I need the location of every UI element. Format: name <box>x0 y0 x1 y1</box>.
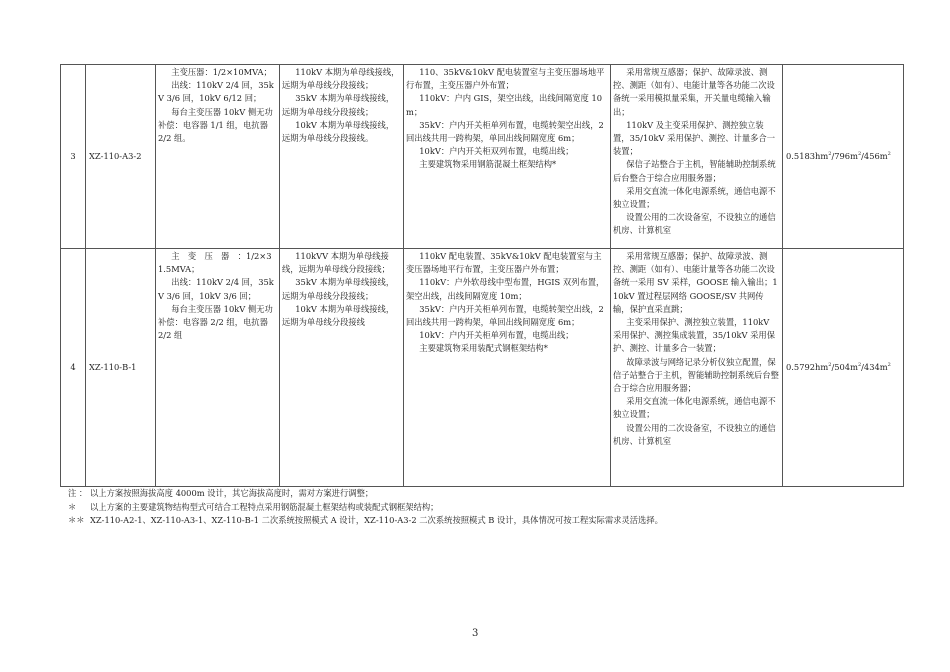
secondary-line: 110kV 及主变采用保护、测控独立装置，35/10kV 采用保护、测控、计量多合一装置； <box>613 119 776 157</box>
secondary-line: 设置公用的二次设备室，不设独立的通信机房、计算机室 <box>613 422 776 446</box>
note-mark: ＊＊ <box>68 515 85 525</box>
secondary-line: 故障录波与网络记录分析仪独立配置，保信子站整合于主机，智能辅助控制系统后台整合于综合应用服务器； <box>613 356 779 394</box>
secondary-line: 采用交直流一体化电源系统，通信电源不独立设置； <box>613 185 776 210</box>
scale-line: 主变压器：1/2×10MVA； <box>171 67 272 77</box>
secondary-line: 设置公用的二次设备室，不设独立的通信机房、计算机室 <box>613 212 776 236</box>
wiring-cell <box>280 249 404 487</box>
layout-line: 10kV：户内开关柜双列布置，电缆出线； <box>419 146 574 157</box>
layout-line: 110、35kV&10kV 配电装置室与主变压器场地平行布置，主变压器户外布置； <box>406 67 605 91</box>
layout-line: 主要建筑物采用钢筋混凝土框架结构* <box>419 159 557 170</box>
scheme-table <box>60 64 904 487</box>
secondary-line: 采用交直流一体化电源系统，通信电源不独立设置； <box>613 396 776 420</box>
wiring-line: 35kV 本期为单母线接线，远期为单母线分段接线； <box>282 93 395 117</box>
scale-line: 主 变 压 器 ：1/2×31.5MVA； <box>158 251 272 275</box>
area-total: 0.5792hm <box>786 361 829 372</box>
secondary-line: 采用常规互感器；保护、故障录波、测控、测距（如有）、电能计量等各功能二次设备统一采用 SV 采样，GOOSE 输入输出；110kV 置过程层网络 GOOSE/SV 共网传输，保护直采直跳； <box>613 251 778 314</box>
note-text: 以上方案按照海拔高度 4000m 设计，其它海拔高度时，需对方案进行调整； <box>90 488 374 498</box>
note-mark: 注 ： <box>68 488 88 498</box>
wiring-line: 110kV 本期为单母线接线，远期为单母线分段接线； <box>282 67 400 91</box>
wiring-line: 110kVV 本期为单母线接线，远期为单母线分段接线； <box>282 251 390 275</box>
area-building-a: /796m <box>831 150 858 161</box>
area-building-b: /456m <box>861 150 888 161</box>
area-cell: $0.5183hm^2/796m^2/456m^2$ <box>783 65 904 249</box>
row-number: 3 <box>61 65 86 249</box>
secondary-line: 主变采用保护、测控独立装置，110kV 采用保护、测控集成装置，35/10kV 采用保护、测控、计量多合一装置； <box>613 317 776 354</box>
layout-line: 35kV：户内开关柜单列布置，电缆转架空出线，2 回出线共用一跨构架，单回出线间隔宽度 6m； <box>406 119 604 144</box>
scale-line: 出线：110kV 2/4 回，35kV 3/6 回，10kV 3/6 回； <box>158 277 274 301</box>
secondary-line: 采用常规互感器；保护、故障录波、测控、测距（如有）、电能计量等各功能二次设备统一采用模拟量采集，开关量电缆输入输出； <box>613 67 775 117</box>
page-number: 3 <box>472 628 479 639</box>
scale-line: 出线：110kV 2/4 回，35kV 3/6 回，10kV 6/12 回； <box>158 80 274 104</box>
scale-line: 每台主变压器 10kV 侧无功补偿：电容器 1/1 组，电抗器 2/2 组。 <box>158 106 273 144</box>
area-building-a: /504m <box>831 361 858 372</box>
scale-cell <box>156 65 280 249</box>
layout-cell <box>404 65 611 249</box>
footnotes <box>68 487 908 528</box>
layout-line: 35kV：户内开关柜单列布置，电缆转架空出线，2 回出线共用一跨构架，单回出线间隔宽度 6m； <box>406 303 604 328</box>
note-text: XZ-110-A2-1、XZ-110-A3-1、XZ-110-B-1 二次系统按照模式 A 设计，XZ-110-A3-2 二次系统按照模式 B 设计，具体情况可按工程实际需求灵活选择。 <box>90 515 663 525</box>
note-double-asterisk <box>68 514 908 528</box>
layout-line: 10kV：户内开关柜单列布置，电缆出线； <box>419 330 574 341</box>
layout-line: 主要建筑物采用装配式钢框架结构* <box>419 343 548 354</box>
wiring-line: 35kV 本期为单母线接线，远期为单母线分段接线； <box>282 277 395 301</box>
layout-line: 110kV：户外软母线中型布置，HGIS 双列布置，架空出线，出线间隔宽度 10m； <box>406 277 605 301</box>
area-total: 0.5183hm <box>786 150 829 161</box>
secondary-line: 保信子站整合于主机，智能辅助控制系统后台整合于综合应用服务器； <box>613 159 776 183</box>
scale-cell <box>156 249 280 487</box>
wiring-cell <box>280 65 404 249</box>
secondary-cell <box>611 65 783 249</box>
note-general <box>68 487 908 501</box>
scheme-code: XZ-110-B-1 <box>86 249 156 487</box>
layout-line: 110kV：户内 GIS，架空出线，出线间隔宽度 10m； <box>406 93 602 117</box>
wiring-line: 10kV 本期为单母线接线，远期为单母线分段接线。 <box>282 119 395 144</box>
note-mark: ＊ <box>68 501 77 512</box>
area-cell: $0.5792hm^2/504m^2/434m^2$ <box>783 249 904 487</box>
row-number: 4 <box>61 249 86 487</box>
table-row <box>61 65 904 249</box>
area-building-b: /434m <box>861 361 888 372</box>
layout-cell <box>404 249 611 487</box>
layout-line: 110kV 配电装置、35kV&10kV 配电装置室与主变压器场地平行布置，主变压器户外布置； <box>406 251 602 275</box>
table-row <box>61 249 904 487</box>
secondary-cell <box>611 249 783 487</box>
scale-line: 每台主变压器 10kV 侧无功补偿：电容器 2/2 组，电抗器 2/2 组 <box>158 303 273 341</box>
scheme-code: XZ-110-A3-2 <box>86 65 156 249</box>
wiring-line: 10kV 本期为单母线接线，远期为单母线分段接线 <box>282 303 395 328</box>
note-text: 以上方案的主要建筑物结构型式可结合工程特点采用钢筋混凝土框架结构或装配式钢框架结构； <box>90 501 439 512</box>
note-asterisk <box>68 501 908 515</box>
